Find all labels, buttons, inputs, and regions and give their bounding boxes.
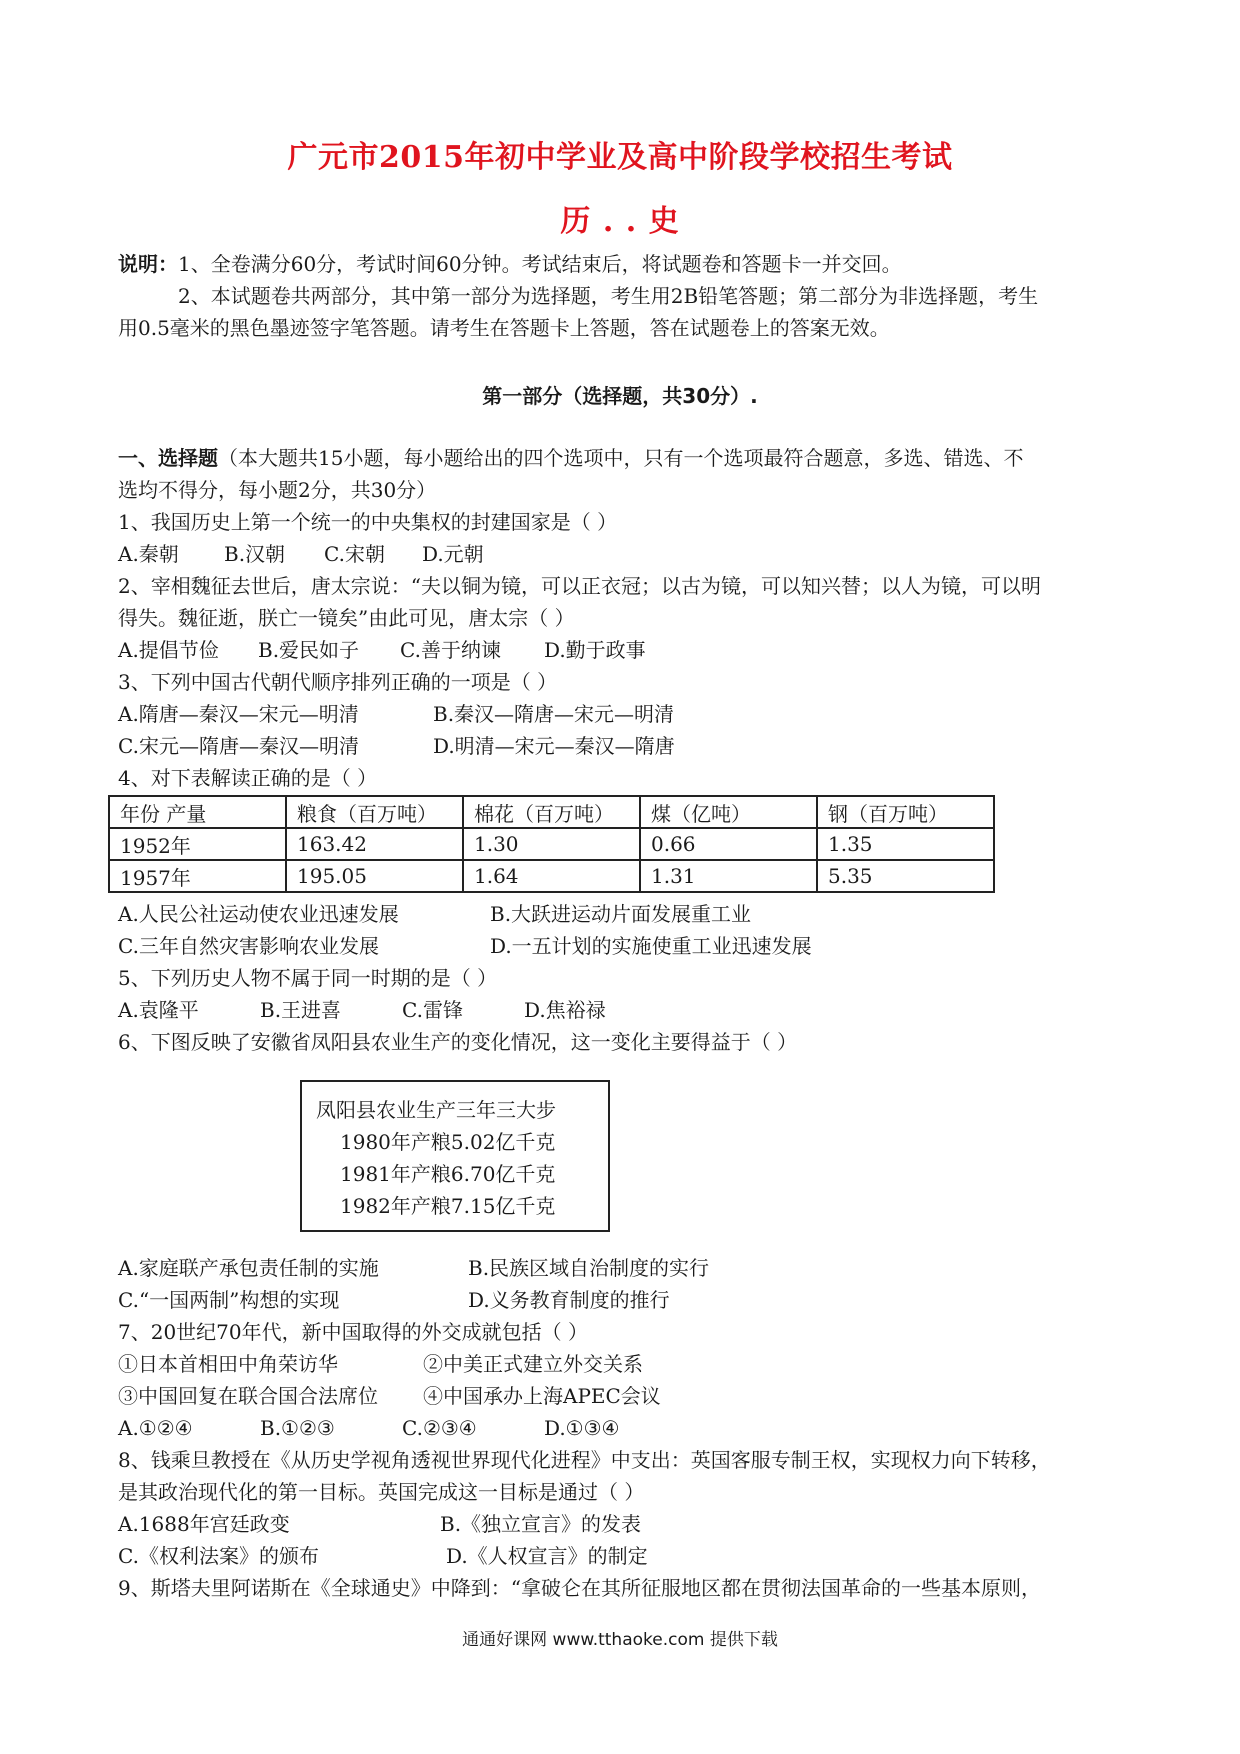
question-6-options-row-2 — [118, 1286, 1128, 1314]
item-3: ③中国回复在联合国合法席位 — [118, 1384, 378, 1408]
fengyang-production-box — [300, 1080, 610, 1232]
option-c: C.宋元—隋唐—秦汉—明清 — [118, 734, 359, 758]
question-5-stem: 5、下列历史人物不属于同一时期的是（ ） — [118, 966, 498, 990]
section-intro-label: 一、选择题 — [118, 446, 218, 470]
option-a: A.人民公社运动使农业迅速发展 — [118, 902, 399, 926]
option-b: B.大跃进运动片面发展重工业 — [490, 902, 752, 926]
table-header-cell: 钢（百万吨） — [817, 796, 994, 828]
question-4-stem: 4、对下表解读正确的是（ ） — [118, 766, 378, 790]
table-header-cell: 年份 产量 — [109, 796, 286, 828]
option-a: A.①②④ — [118, 1416, 193, 1440]
table-cell: 5.35 — [817, 860, 994, 892]
subject-title: 历 . . 史 — [560, 204, 680, 239]
option-a: A.袁隆平 — [118, 998, 199, 1022]
option-d: D.一五计划的实施使重工业迅速发展 — [490, 934, 812, 958]
table-header-cell: 煤（亿吨） — [640, 796, 817, 828]
box-line: 1980年产粮5.02亿千克 — [340, 1130, 556, 1154]
table-cell: 163.42 — [286, 828, 463, 860]
question-4-options-row-2 — [118, 932, 1128, 960]
question-6-options-row-1 — [118, 1254, 1128, 1282]
instructions-label: 说明： — [118, 252, 178, 276]
table-cell: 1957年 — [109, 860, 286, 892]
production-table — [108, 795, 995, 893]
question-9-stem-line-1: 9、斯塔夫里阿诺斯在《全球通史》中降到：“拿破仑在其所征服地区都在贯彻法国革命的一些基本原则， — [118, 1576, 1041, 1600]
question-7-stem: 7、20世纪70年代，新中国取得的外交成就包括（ ） — [118, 1320, 588, 1344]
question-8-options-row-1 — [118, 1510, 1128, 1538]
table-cell: 1.30 — [463, 828, 640, 860]
option-d: D.焦裕禄 — [524, 998, 606, 1022]
option-c: C.②③④ — [402, 1416, 477, 1440]
question-8-stem-line-2: 是其政治现代化的第一目标。英国完成这一目标是通过（ ） — [118, 1480, 645, 1504]
option-b: B.《独立宣言》的发表 — [440, 1512, 642, 1536]
item-4: ④中国承办上海APEC会议 — [423, 1384, 661, 1408]
option-b: B.爱民如子 — [258, 638, 360, 662]
question-7-items-row-2 — [118, 1382, 1128, 1410]
question-7-items-row-1 — [118, 1350, 1128, 1378]
table-cell: 195.05 — [286, 860, 463, 892]
option-d: D.明清—宋元—秦汉—隋唐 — [433, 734, 675, 758]
table-cell: 1952年 — [109, 828, 286, 860]
instructions-item-1: 1、全卷满分60分，考试时间60分钟。考试结束后，将试题卷和答题卡一并交回。 — [178, 252, 902, 276]
section-intro-line-2: 选均不得分，每小题2分，共30分） — [118, 478, 437, 502]
question-4-options-row-1 — [118, 900, 1128, 928]
option-b: B.秦汉—隋唐—宋元—明清 — [433, 702, 675, 726]
exam-title: 广元市2015年初中学业及高中阶段学校招生考试 — [287, 140, 953, 175]
section-heading: 第一部分（选择题，共30分）. — [482, 384, 758, 408]
page-footer: 通通好课网 www.tthaoke.com 提供下载 — [462, 1630, 778, 1650]
question-3-stem: 3、下列中国古代朝代顺序排列正确的一项是（ ） — [118, 670, 558, 694]
option-d: D.《人权宣言》的制定 — [446, 1544, 648, 1568]
option-c: C.《权利法案》的颁布 — [118, 1544, 319, 1568]
question-1-options — [118, 540, 1128, 568]
box-title: 凤阳县农业生产三年三大步 — [316, 1098, 556, 1122]
option-d: D.勤于政事 — [544, 638, 646, 662]
table-header-cell: 棉花（百万吨） — [463, 796, 640, 828]
question-2-options — [118, 636, 1128, 664]
question-3-options-row-2 — [118, 732, 1128, 760]
table-cell: 1.31 — [640, 860, 817, 892]
table-cell: 1.35 — [817, 828, 994, 860]
box-line: 1981年产粮6.70亿千克 — [340, 1162, 556, 1186]
table-header-row — [109, 796, 994, 828]
instructions-item-2-line-2: 用0.5毫米的黑色墨迹签字笔答题。请考生在答题卡上答题，答在试题卷上的答案无效。 — [118, 316, 890, 340]
table-cell: 0.66 — [640, 828, 817, 860]
option-a: A.1688年宫廷政变 — [118, 1512, 290, 1536]
option-b: B.王进喜 — [260, 998, 342, 1022]
question-8-stem-line-1: 8、钱乘旦教授在《从历史学视角透视世界现代化进程》中支出：英国客服专制王权，实现权力向下转移， — [118, 1448, 1051, 1472]
item-1: ①日本首相田中角荣访华 — [118, 1352, 338, 1376]
question-2-stem-line-2: 得失。魏征逝，朕亡一镜矣”由此可见，唐太宗（ ） — [118, 606, 575, 630]
box-line: 1982年产粮7.15亿千克 — [340, 1194, 556, 1218]
option-a: A.隋唐—秦汉—宋元—明清 — [118, 702, 359, 726]
option-c: C.雷锋 — [402, 998, 463, 1022]
section-intro-line-1: 一、选择题（本大题共15小题，每小题给出的四个选项中，只有一个选项最符合题意，多选、错选、不 — [118, 446, 1024, 470]
option-c: C.宋朝 — [324, 542, 385, 566]
option-c: C.三年自然灾害影响农业发展 — [118, 934, 379, 958]
question-2-stem-line-1: 2、宰相魏征去世后，唐太宗说：“夫以铜为镜，可以正衣冠；以古为镜，可以知兴替；以人为镜，可以明 — [118, 574, 1041, 598]
option-d: D.元朝 — [422, 542, 484, 566]
instructions-line-1 — [118, 250, 1128, 278]
question-5-options — [118, 996, 1128, 1024]
table-row — [109, 860, 994, 892]
option-d: D.①③④ — [544, 1416, 620, 1440]
option-c: C.善于纳谏 — [400, 638, 501, 662]
question-8-options-row-2 — [118, 1542, 1128, 1570]
question-3-options-row-1 — [118, 700, 1128, 728]
option-d: D.义务教育制度的推行 — [468, 1288, 670, 1312]
option-a: A.秦朝 — [118, 542, 179, 566]
option-b: B.汉朝 — [224, 542, 286, 566]
table-cell: 1.64 — [463, 860, 640, 892]
option-b: B.①②③ — [260, 1416, 335, 1440]
question-7-options — [118, 1414, 1128, 1442]
question-6-stem: 6、下图反映了安徽省凤阳县农业生产的变化情况，这一变化主要得益于（ ） — [118, 1030, 798, 1054]
table-header-cell: 粮食（百万吨） — [286, 796, 463, 828]
option-a: A.家庭联产承包责任制的实施 — [118, 1256, 379, 1280]
question-1-stem: 1、我国历史上第一个统一的中央集权的封建国家是（ ） — [118, 510, 618, 534]
item-2: ②中美正式建立外交关系 — [423, 1352, 643, 1376]
option-a: A.提倡节俭 — [118, 638, 219, 662]
table-row — [109, 828, 994, 860]
option-b: B.民族区域自治制度的实行 — [468, 1256, 710, 1280]
instructions-item-2-line-1: 2、本试题卷共两部分，其中第一部分为选择题，考生用2B铅笔答题；第二部分为非选择题，考生 — [178, 284, 1039, 308]
option-c: C.“一国两制”构想的实现 — [118, 1288, 340, 1312]
